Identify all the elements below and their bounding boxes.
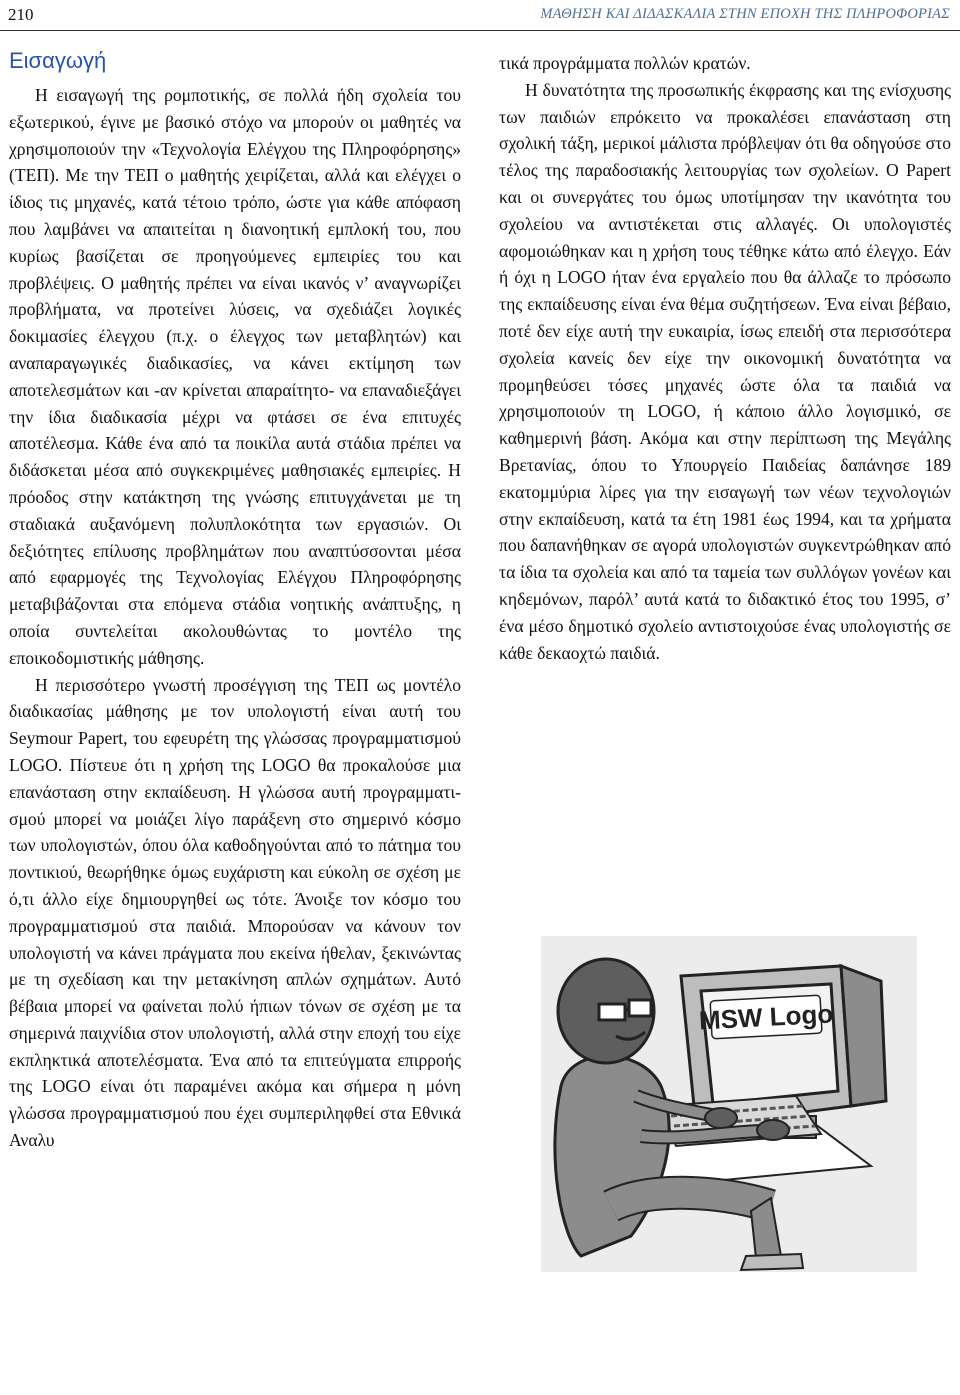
glasses-icon [599,1000,651,1020]
page-number: 210 [8,5,34,24]
paragraph-continuation: τικά προγράμματα πολλών κρατών. [499,53,751,73]
computer-user-illustration [541,936,917,1272]
page-header [0,0,960,31]
right-column [499,50,951,666]
paragraph-papert: Η περισσότερο γνωστή προσέγγιση της ΤΕΠ ως μοντέλο διαδικασίας μάθησης με τον υπολογιστή είναι αυτή του Seymour Papert, του εφευρέτη της γλώσσας προγραμματισμού LOGO. Πίστευε ότι η χρήση της LOGO θα προκαλούσε μια επανάσταση στην εκπαίδευση. Η γλώσσα αυτή προγραμματισμού μπορεί να μοιάζει λίγο παράξενη στο σημερινό κόσμο των υπολογιστών, όπου όλα καθοδηγούνται από το πάτημα του ποντικιού, θεωρήθηκε όμως ευχάριστη και εύκολη σε σχέση με ό,τι άλλο είχε δημιουργηθεί ως τότε. Άνοιξε τον κόσμο του προγραμματισμού στα παιδιά. Μπορούσαν να κάνουν τον υπολογιστή να κάνει πράγματα που εκείνα ήθελαν, ξεκινώντας με τη σχεδίαση και την μετακίνηση απλών σχημάτων. Αυτό βέβαια μπορεί να φαίνεται πολύ ήπιων τόνων σε σχέση με τα σημερινά παιχνίδια στον υπολογιστή, αλλά στην εποχή του είχε εκπληκτικά αποτελέσματα. Ένα από τα επιτεύγματα επιρροής της LOGO είναι ότι παραμένει ακόμα και σήμερα η μόνη γλώσσα προγραμματισμού που έχει συμπεριληφθεί στα Εθνικά Αναλυ [9,674,461,1151]
left-column [9,44,461,1154]
screen-label: MSW Logo [698,998,834,1036]
paragraph-logo-impact: Η δυνατότητα της προσωπικής έκφρασης και της ενίσχυσης των παιδιών επρόκειτο να προκαλέσει επανάσταση στη σχολική τάξη, μερικοί μάλιστα πρόβλεψαν ότι θα οδηγούσε στο τέλος της παραδοσιακής λειτουργίας των σχολείων. Ο Papert και οι συνεργάτες του όμως υποτίμησαν την ικανότητα του σχολείου να αντιστέκεται στις αλλαγές. Οι υπολογιστές αφομοιώθηκαν και η χρήση τους τέθηκε κάτω από έλεγχο. Εάν ή όχι η LOGO ήταν ένα εργαλείο που θα άλλαζε το πρόσωπο της εκπαίδευσης είναι ένα θέμα συζητήσεων. Ένα είναι βέβαιο, ποτέ δεν είχε αυτή την ευκαιρία, ίσως επειδή στα περισσότερα σχολεία κανείς δεν είχε την οικονομική δυνατότητα να προμηθεύσει τόσες μηχανές ώστε όλα τα παιδιά να χρησιμοποιούν τη LOGO, ή κάποιο άλλο λογισμικό, σε καθημερινή βάση. Ακόμα και στην περίπτωση της Μεγάλης Βρετανίας, όπου το Υπουργείο Παιδείας δαπάνησε 189 εκατομμύρια λίρες για την εισαγωγή των νέων τεχνολογιών στην εκπαίδευση, κατά τα έτη 1981 έως 1994, και τα χρήματα που δαπανήθηκαν σε αγορά υπολογιστών συγκεντρώθηκαν από τα ίδια τα σχολεία και από τα ταμεία των συλλόγων γονέων και κηδεμόνων, παρόλ’ αυτά κατά το διδακτικό έτος του 1995, σ’ ένα μέσο δημοτικό σχολείο αντιστοιχούσε ένας υπολογιστής σε κάθε δεκαοχτώ παιδιά. [499,79,951,663]
shoe-icon [741,1254,803,1270]
running-title: ΜΑΘΗΣΗ ΚΑΙ ΔΙΔΑΣΚΑΛΙΑ ΣΤΗΝ ΕΠΟΧΗ ΤΗΣ ΠΛΗΡΟΦΟΡΙΑΣ [540,6,950,22]
paragraph-intro: Η εισαγωγή της ρομποτικής, σε πολλά ήδη σχολεία του εξωτερικού, έγινε με βασικό στόχο να μπορούν οι μαθητές να χρησιμοποιούν την «Τεχνολογία Ελέγχου της Πληροφόρησης» (ΤΕΠ). Με την ΤΕΠ ο μαθητής χειρίζεται, αλλά και ελέγχει ο ίδιος τις μηχανές, κατά τέτοιο τρόπο, ώστε για κάθε απόφαση που λαμβάνει να απαιτείται η διανοητική εμπλοκή του, που κυρίως βασίζεται σε προηγούμενες εμπειρίες του και προβλέψεις. Ο μαθητής πρέπει να είναι ικανός ν’ αναγνωρίζει προβλήματα, να προτείνει λύσεις, να σχεδιάζει λογικές δοκιμασίες έλεγχου (π.χ. ο έλεγχος των μεταβλητών) και αναπαραγωγικές διαδικασίες, να κάνει εκτίμηση των αποτελεσμάτων και -αν κρίνεται απαραίτητο- να επαναδιεξάγει την ίδια διαδικασία μέχρι να φτάσει σε ένα επιτυχές αποτέλεσμα. Κάθε ένα από τα ποικίλα αυτά στάδια πρέπει να διδάσκεται μέσα από συγκεκριμένες μαθησιακές εμπειρίες. Η πρόοδος στην κατάκτηση της γνώσης επιτυγχάνεται με τη σταδιακά αυξανόμενη πολυπλοκότητα των εργασιών. Οι δεξιότητες επίλυσης προβλημάτων που αναπτύσσονται μέσα από εφαρμογές της Τεχνολογίας Ελέγχου Πληροφόρησης μεταβιβάζονται στα επόμενα στάδια νοητικής ανάπτυξης, η οποία συντελείται ακολουθώντας το μοντέλο της εποικοδομιστικής μάθησης. [9,85,461,668]
section-title: Εισαγωγή [9,48,107,73]
logo-illustration [541,936,917,1272]
